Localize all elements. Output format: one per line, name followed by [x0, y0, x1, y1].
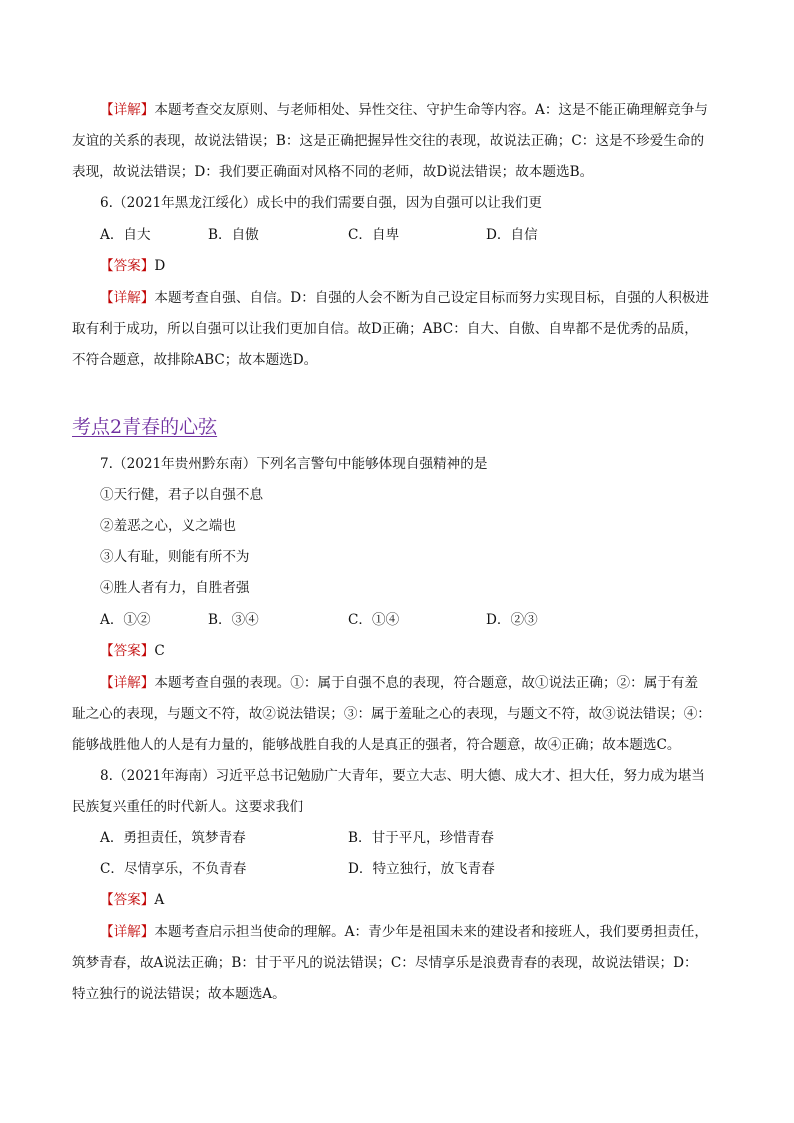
- answer-tag: 【答案】: [100, 643, 155, 659]
- q7-option-d: D．②③: [486, 612, 538, 628]
- q5-detail-line-1: 【详解】本题考查交友原则、与老师相处、异性交往、守护生命等内容。A：这是不能正确理解竞争与: [100, 102, 708, 118]
- q8-stem-line-2: 民族复兴重任的时代新人。这要求我们: [72, 799, 304, 815]
- q6-option-a: A．自大: [100, 227, 151, 243]
- q7-detail-line-3: 能够战胜他人的人是有力量的，能够战胜自我的人是真正的强者，符合题意，故④正确；故本题选C。: [72, 737, 681, 753]
- q8-option-d: D．特立独行，放飞青春: [348, 861, 495, 877]
- q8-detail-line-2: 筑梦青春，故A说法正确；B：甘于平凡的说法错误；C：尽情享乐是浪费青春的表现，故说法错误；D：: [72, 955, 698, 971]
- q8-answer: 【答案】A: [100, 892, 165, 908]
- answer-tag: 【答案】: [100, 258, 155, 274]
- q5-detail-line-2: 友谊的关系的表现，故说法错误；B：这是正确把握异性交往的表现，故说法正确；C：这是不珍爱生命的: [72, 133, 705, 149]
- q7-answer: 【答案】C: [100, 643, 165, 659]
- detail-tag: 【详解】: [100, 102, 155, 118]
- q7-item-2: ②羞恶之心，义之端也: [100, 518, 236, 534]
- q5-detail-line-3: 表现，故说法错误；D：我们要正确面对风格不同的老师，故D说法错误；故本题选B。: [72, 164, 594, 180]
- q6-detail-line-1: 【详解】本题考查自强、自信。D：自强的人会不断为自己设定目标而努力实现目标，自强的人积极进: [100, 290, 710, 306]
- q6-stem: 6.（2021年黑龙江绥化）成长中的我们需要自强，因为自强可以让我们更: [100, 195, 542, 211]
- q7-item-3: ③人有耻，则能有所不为: [100, 549, 250, 565]
- q7-item-4: ④胜人者有力，自胜者强: [100, 580, 250, 596]
- section-title: 考点2青春的心弦: [72, 416, 218, 438]
- q8-stem-line-1: 8.（2021年海南）习近平总书记勉励广大青年，要立大志、明大德、成大才、担大任，努力成为堪当: [100, 768, 705, 784]
- q7-detail-line-2: 耻之心的表现，与题文不符，故②说法错误；③：属于羞耻之心的表现，与题文不符，故③说法错误；④：: [72, 706, 711, 722]
- q6-option-c: C．自卑: [348, 227, 400, 243]
- q8-option-a: A．勇担责任，筑梦青春: [100, 830, 246, 846]
- q7-option-a: A．①②: [100, 612, 151, 628]
- q7-option-b: B．③④: [208, 612, 259, 628]
- detail-tag: 【详解】: [100, 290, 155, 306]
- q7-detail-line-1: 【详解】本题考查自强的表现。①：属于自强不息的表现，符合题意，故①说法正确；②：属于有羞: [100, 675, 699, 691]
- q8-option-b: B．甘于平凡，珍惜青春: [348, 830, 494, 846]
- q6-option-b: B．自傲: [208, 227, 259, 243]
- q8-detail-line-3: 特立独行的说法错误；故本题选A。: [72, 986, 286, 1002]
- q7-stem: 7.（2021年贵州黔东南）下列名言警句中能够体现自强精神的是: [100, 456, 488, 472]
- q7-option-c: C．①④: [348, 612, 400, 628]
- detail-tag: 【详解】: [100, 924, 155, 940]
- q8-detail-line-1: 【详解】本题考查启示担当使命的理解。A：青少年是祖国未来的建设者和接班人，我们要勇担责任，: [100, 924, 708, 940]
- q8-option-c: C．尽情享乐，不负青春: [100, 861, 247, 877]
- q6-answer: 【答案】D: [100, 258, 166, 274]
- q6-detail-line-3: 不符合题意，故排除ABC；故本题选D。: [72, 352, 318, 368]
- q7-item-1: ①天行健，君子以自强不息: [100, 487, 264, 503]
- detail-tag: 【详解】: [100, 675, 155, 691]
- q6-detail-line-2: 取有利于成功，所以自强可以让我们更加自信。故D正确；ABC：自大、自傲、自卑都不是优秀的品质，: [72, 321, 698, 337]
- q6-option-d: D．自信: [486, 227, 538, 243]
- answer-tag: 【答案】: [100, 892, 155, 908]
